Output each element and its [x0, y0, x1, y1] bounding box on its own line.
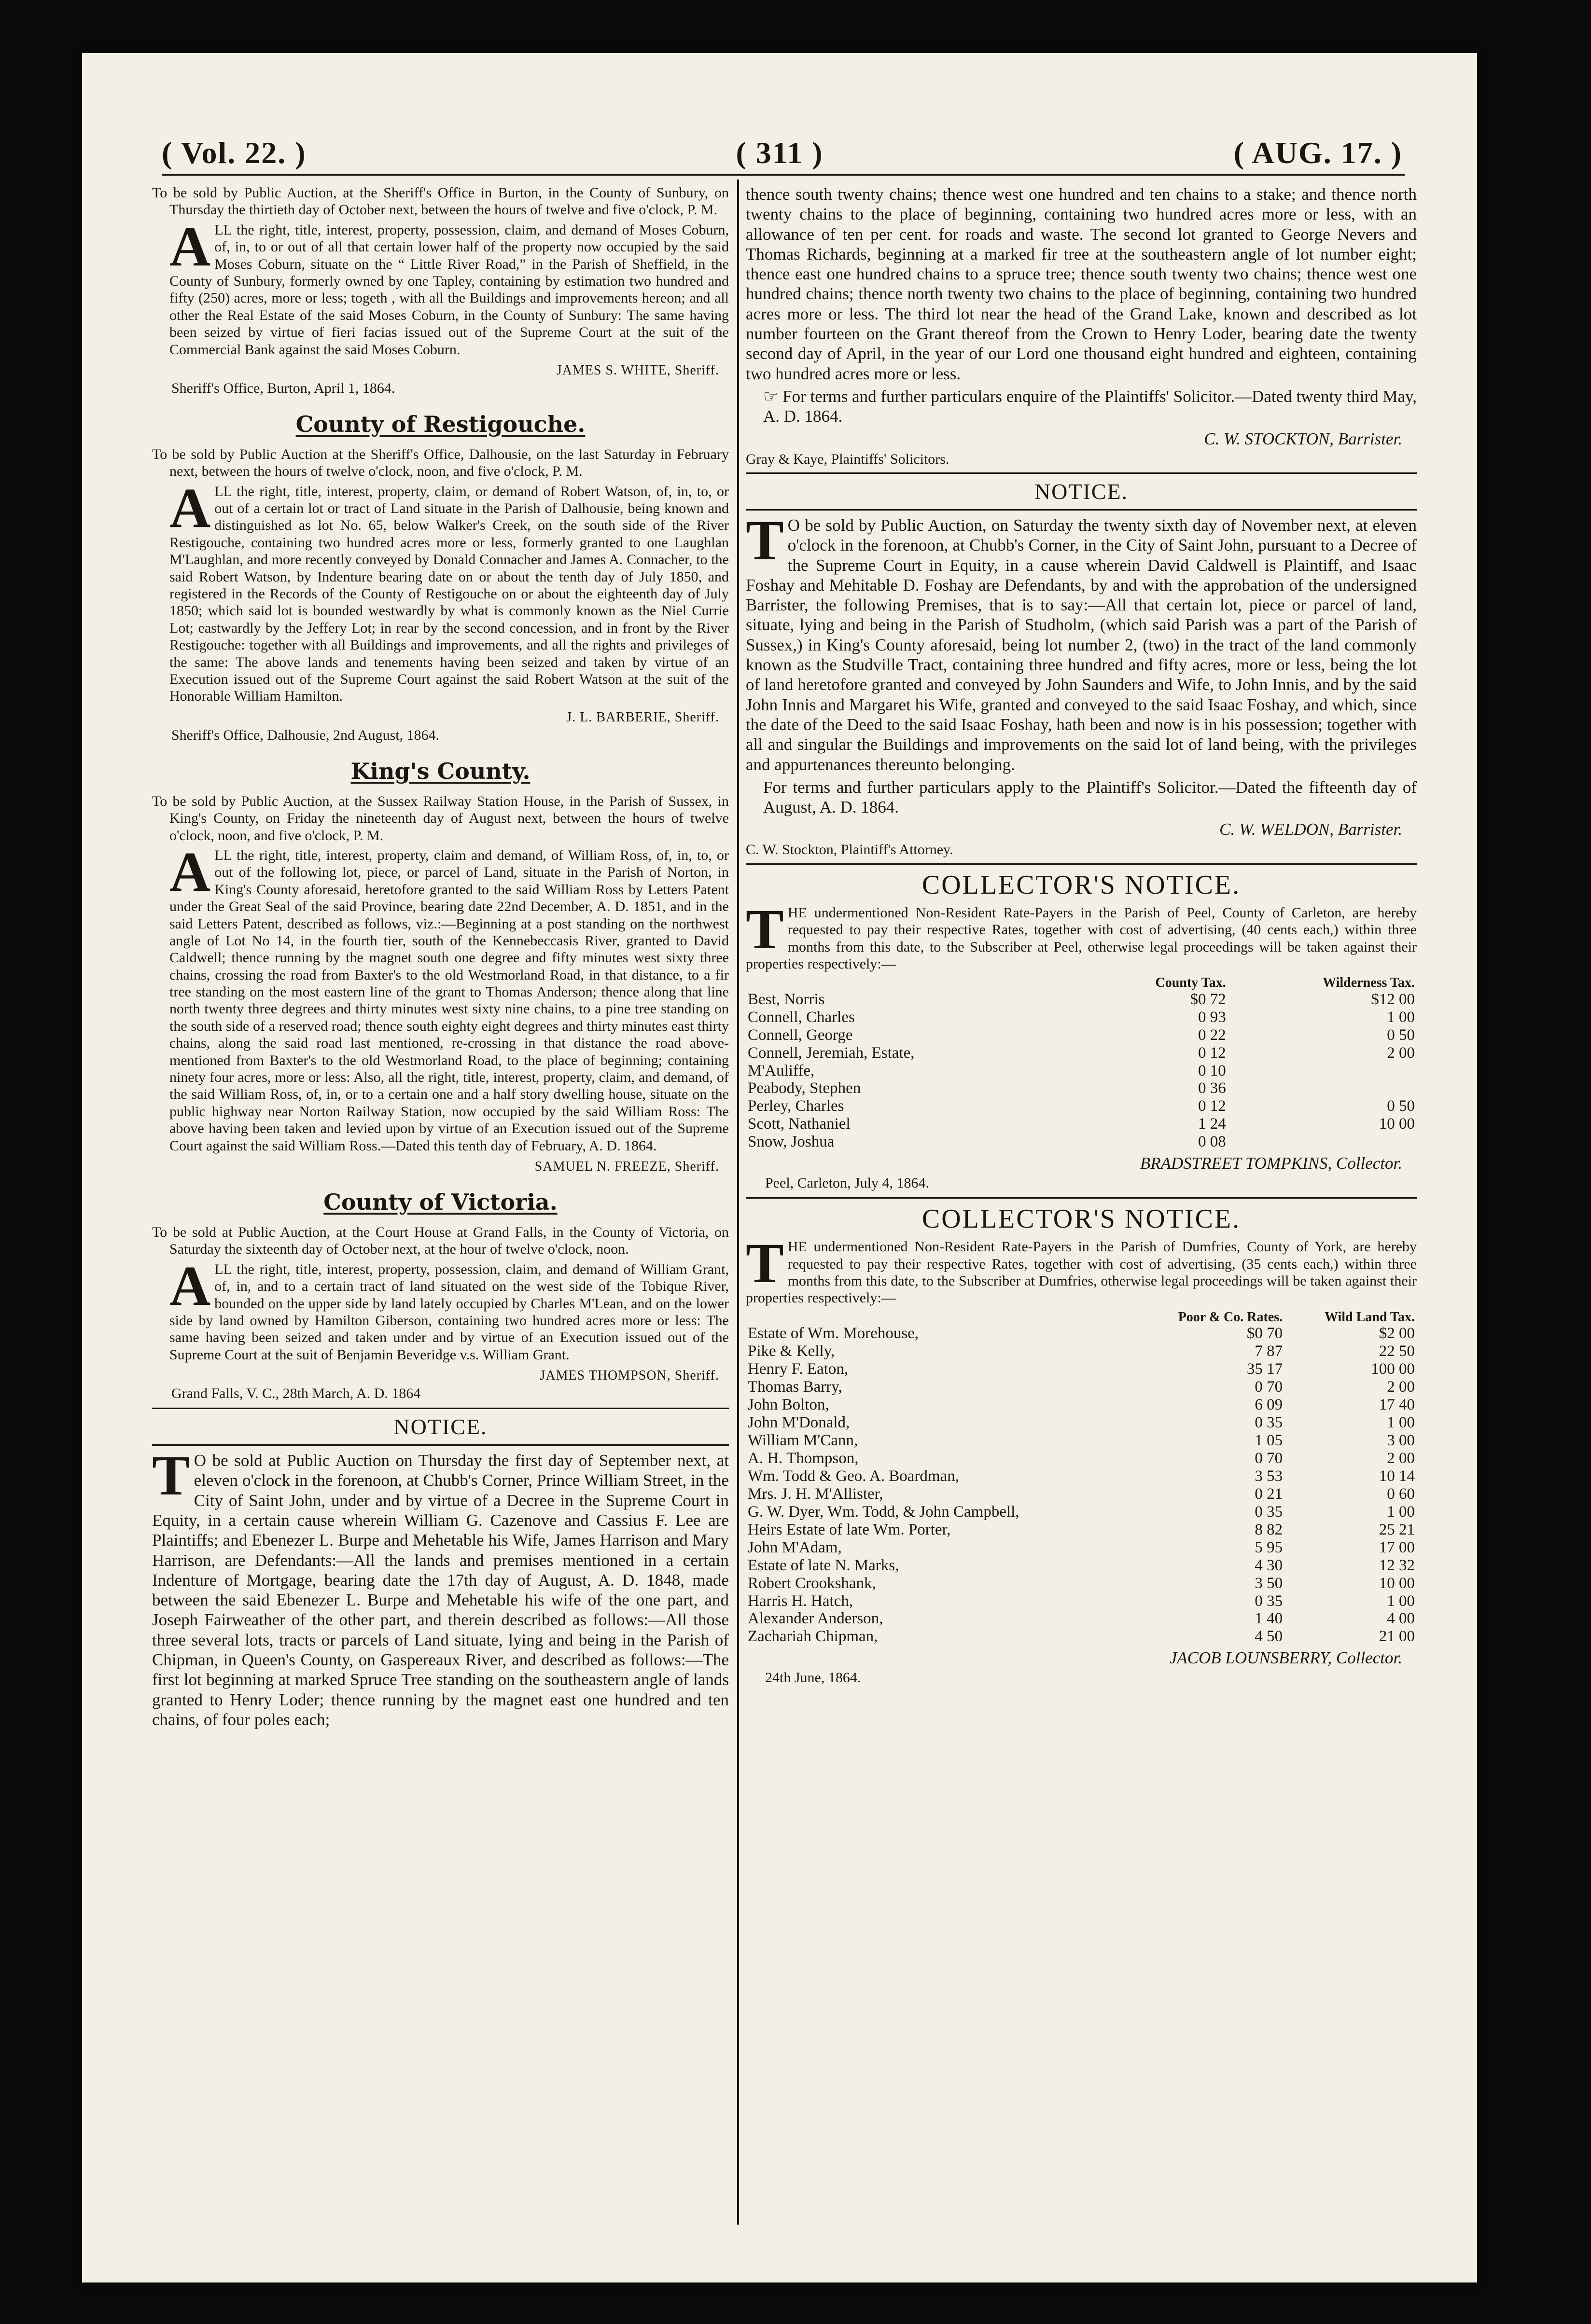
dateline: Sheriff's Office, Dalhousie, 2nd August, 1864. — [171, 727, 440, 743]
right-column — [746, 184, 1417, 1692]
table-row: A. H. Thompson, 0 70 2 00 — [748, 1449, 1415, 1467]
notice-body: ALL the right, title, interest, property, claim, or demand of Robert Watson, of, in, to, or out of a certain lot or tract of Land situate in the Parish of Dalhousie, being known and distinguished as lot No. 65, below Walker's Creek, on the south side of the River Restigouche, containing two hundred acres more or less, formerly granted to one Laughlan M'Laughlan, and more recently conveyed by Donald Connacher and James A. Connacher, to the said Robert Watson, by Indenture bearing date on or about the tenth day of July 1850, and registered in the Records of the County of Restigouche on or about the eighteenth day of July 1850; which said lot is bounded westwardly by what is commonly known as the Niel Currie Lot; eastwardly by the Jeffery Lot; in rear by the second concession, and in front by the River Restigouche: together with all Buildings and improvements, and all the rights and privileges of the same: The above lands and tenements having been seized and taken by virtue of an Execution issued out of the Supreme Court against the said Robert Watson at the suit of the Honorable William Hamilton. — [169, 476, 729, 705]
sheriff-signature: J. L. BARBERIE, Sheriff. — [566, 709, 719, 725]
table-row: Scott, Nathaniel 1 24 10 00 — [748, 1115, 1415, 1133]
dateline: Sheriff's Office, Burton, April 1, 1864. — [171, 380, 395, 396]
attorney-line: C. W. Stockton, Plaintiff's Attorney. — [746, 842, 953, 858]
dateline: Grand Falls, V. C., 28th March, A. D. 1864 — [171, 1385, 421, 1402]
table-row: Thomas Barry, 0 70 2 00 — [748, 1378, 1415, 1396]
notice-continuation — [746, 184, 1417, 468]
notice-body: ALL the right, title, interest, property, claim and demand, of William Ross, of, in, to, or out of the following lot, piece, or parcel of Land, situate in the Parish of Norton, in King's County aforesaid, heretofore granted to the said William Ross by Letters Patent under the Great Seal of the said Province, bearing date 22nd December, A. D. 1851, and in the said Letters Patent, described as follows, viz.:—Beginning at a post standing on the northwest angle of Lot No 14, in the fourth tier, south of the Kennebeccasis River, granted to David Caldwell; thence running by the magnet south one degree and fifty minutes west sixty three chains, crossing the road from Baxter's to the old Westmorland Road, in that distance, to a fir tree standing on the most eastern line of the grant to Thomas Anderson; thence along that line north twenty three degrees and thirty minutes west sixty nine chains, to a pine tree standing on the south side of a reserved road; thence south eighty eight degrees and thirty minutes east thirty chains, along the said road last mentioned, re-crossing in that distance the road above-mentioned from Baxter's to the old Westmorland Road, to the place of beginning; containing ninety four acres, more or less: Also, all the right, title, interest, property, claim, and demand, of the said William Ross, of, in, or to a certain one and a half story dwelling house, situate on the public highway near Norton Railway Station, now occupied by the said William Ross: The above having been taken and levied upon by virtue of an Execution issued out of the Supreme Court against the said William Ross.—Dated this tenth day of February, A. D. 1864. — [169, 840, 729, 1154]
section-rule — [746, 863, 1417, 865]
page-number: ( 311 ) — [736, 136, 823, 170]
table-row: Henry F. Eaton, 35 17 100 00 — [748, 1360, 1415, 1378]
notice-body: ALL the right, title, interest, property, possession, claim, and demand of William Grant, of, in, and to a certain tract of land situated on the west side of the Tobique River, bounded on the upper side by land lately occupied by Charles M'Lean, and on the lower side by land owned by Hamilton Giberson, containing two hundred acres more or less: The same having been seized and taken under and by virtue of an Execution issued out of the Supreme Court at the suit of Benjamin Beveridge v.s. William Grant. — [169, 1254, 729, 1363]
rates-table — [746, 1310, 1417, 1646]
table-row: Heirs Estate of late Wm. Porter, 8 82 25 21 — [748, 1521, 1415, 1538]
table-row: William M'Cann, 1 05 3 00 — [748, 1431, 1415, 1449]
notice-intro: To be sold at Public Auction, at the Court House at Grand Falls, in the County of Victoria, on Saturday the sixteenth day of October next, at the hour of twelve o'clock, noon. — [152, 1224, 729, 1258]
drop-cap: A — [169, 214, 211, 278]
notice-body: T O be sold by Public Auction, on Saturday the twenty sixth day of November next, at eleven o'clock in the forenoon, at Chubb's Corner, in the City of Saint John, pursuant to a Decree of the Supreme Court in Equity, in a cause wherein David Caldwell is Plaintiff, and Isaac Foshay and Mehitable D. Foshay are Defendants, by and with the approbation of the undersigned Barrister, the following Premises, that is to say:—All that certain lot, piece or parcel of land, situate, lying and being in the Parish of Studholm, (which said Parish was a part of the Parish of Sussex,) in King's County aforesaid, being lot number 2, (two) in the tract of the land commonly known as the Studville Tract, containing three hundred and fifty acres, more or less, being the lot of land heretofore granted and conveyed by John Saunders and Wife, to John Innis, and by the said John Innis and Margaret his Wife, granted and conveyed to the said Isaac Foshay, and which, since the date of the Deed to the said Isaac Foshay, hath been and now is in his possession; together with all and singular the Buildings and improvements on the said lot of land being, with the privileges and appurtenances thereunto belonging. — [746, 508, 1417, 774]
studholm-notice — [746, 479, 1417, 858]
table-row: Perley, Charles 0 12 0 50 — [748, 1097, 1415, 1115]
terms-line: ☞ For terms and further particulars enquire of the Plaintiffs' Solicitor.—Dated twenty third May, A. D. 1864. — [763, 387, 1417, 426]
notice-title: NOTICE. — [393, 1414, 488, 1439]
drop-cap: T — [746, 1231, 784, 1295]
terms-line: For terms and further particulars apply to the Plaintiff's Solicitor.—Dated the fifteenth day of August, A. D. 1864. — [763, 777, 1417, 817]
table-row: John Bolton, 6 09 17 40 — [748, 1396, 1415, 1414]
drop-cap: T — [746, 508, 784, 572]
table-row: John M'Donald, 0 35 1 00 — [748, 1413, 1415, 1431]
column-divider — [737, 180, 739, 2225]
table-row: Pike & Kelly, 7 87 22 50 — [748, 1342, 1415, 1360]
notice-body: THE undermentioned Non-Resident Rate-Payers in the Parish of Peel, County of Carleton, are hereby requested to pay their respective Rates, together with cost of advertising, (40 cents each,) within three months from this date, to the Subscriber at Peel, otherwise legal proceedings will be taken against their properties respectively:— — [746, 897, 1417, 972]
drop-cap: A — [169, 840, 211, 903]
collector-signature: JACOB LOUNSBERRY, Collector. — [1169, 1648, 1402, 1668]
left-column — [152, 184, 729, 1732]
notice-title: COLLECTOR'S NOTICE. — [921, 870, 1241, 900]
tax-table — [746, 975, 1417, 1151]
kings-county-notice — [152, 758, 729, 1175]
table-row: Zachariah Chipman, 4 50 21 00 — [748, 1628, 1415, 1646]
sunbury-notice — [152, 184, 729, 397]
table-row: Snow, Joshua 0 08 — [748, 1133, 1226, 1151]
sheriff-signature: JAMES S. WHITE, Sheriff. — [556, 362, 719, 378]
notice-title: NOTICE. — [1034, 479, 1129, 504]
drop-cap: T — [152, 1444, 190, 1508]
table-row: Wm. Todd & Geo. A. Boardman, 3 53 10 14 — [748, 1467, 1415, 1485]
section-rule — [746, 509, 1417, 511]
notice-intro: To be sold by Public Auction, at the Sheriff's Office in Burton, in the County of Sunbury, on Thursday the thirtieth day of October next, between the hours of twelve and five o'clock, P. M. — [152, 185, 729, 218]
table-row: Best, Norris $0 72 $12 00 — [748, 990, 1415, 1008]
column-header: Wilderness Tax. — [1323, 975, 1415, 991]
section-rule — [152, 1444, 729, 1446]
table-row: Mrs. J. H. M'Allister, 0 21 0 60 — [748, 1485, 1415, 1503]
column-header: Wild Land Tax. — [1324, 1309, 1415, 1325]
county-heading: County of Restigouche. — [295, 411, 586, 437]
chubbs-corner-notice — [152, 1414, 729, 1729]
page-header — [82, 135, 1477, 179]
table-row: Alexander Anderson, 1 40 4 00 — [748, 1610, 1415, 1628]
barrister-signature: C. W. WELDON, Barrister. — [1219, 820, 1402, 839]
table-row: Connell, Jeremiah, Estate, 0 12 2 00 — [748, 1044, 1415, 1062]
sheriff-signature: SAMUEL N. FREEZE, Sheriff. — [534, 1159, 719, 1174]
notice-body: ALL the right, title, interest, property, possession, claim, and demand of Moses Coburn, of, in, to or out of all that certain lower half of the property now occupied by the said Moses Coburn, situate on the “ Little River Road,” in the Parish of Sheffield, in the County of Sunbury, formerly owned by one Tapley, containing by estimation two hundred and fifty (250) acres, more or less; togeth , with all the Buildings and improvements hereon; and all other the Real Estate of the said Moses Coburn, in the County of Sunbury: The same having been seized by virtue of fieri facias issued out of the Supreme Court at the suit of the Commercial Bank against the said Moses Coburn. — [169, 214, 729, 358]
table-row: Robert Crookshank, 3 50 10 00 — [748, 1574, 1415, 1592]
drop-cap: T — [746, 897, 784, 961]
issue-date: ( AUG. 17. ) — [1233, 136, 1402, 170]
section-rule — [746, 472, 1417, 474]
drop-cap: A — [169, 1254, 211, 1317]
collector-signature: BRADSTREET TOMPKINS, Collector. — [1140, 1154, 1402, 1173]
section-rule — [746, 1197, 1417, 1199]
table-row: Estate of Wm. Morehouse, $0 70 $2 00 — [748, 1325, 1415, 1342]
section-rule — [152, 1408, 729, 1409]
notice-intro: To be sold by Public Auction, at the Sussex Railway Station House, in the Parish of Sussex, in King's County, on Friday the nineteenth day of August next, between the hours of twelve o'clock, noon, and five o'clock, P. M. — [152, 793, 729, 844]
column-header: Poor & Co. Rates. — [1178, 1309, 1283, 1325]
restigouche-notice — [152, 411, 729, 744]
table-row: Connell, George 0 22 0 50 — [748, 1026, 1415, 1044]
volume-label: ( Vol. 22. ) — [162, 136, 307, 170]
collector-notice-peel — [746, 870, 1417, 1192]
table-row: Estate of late N. Marks, 4 30 12 32 — [748, 1556, 1415, 1574]
table-header — [746, 1310, 1417, 1325]
dateline: 24th June, 1864. — [765, 1670, 861, 1686]
county-heading: County of Victoria. — [323, 1189, 558, 1215]
sheriff-signature: JAMES THOMPSON, Sheriff. — [540, 1368, 719, 1383]
notice-body: T O be sold at Public Auction on Thursday the first day of September next, at eleven o'clock in the forenoon, at Chubb's Corner, Prince William Street, in the City of Saint John, under and by virtue of a Decree in the Supreme Court in Equity, in a certain cause wherein William G. Cazenove and Cassius F. Lee are Plaintiffs; and Ebenezer L. Burpe and Mehetable his Wife, James Harrison and Mary Harrison, are Defendants:—All the lands and premises mentioned in a certain Indenture of Mortgage, bearing date the 17th day of August, A. D. 1848, made between the said Ebenezer L. Burpe and Mehetable his wife of the one part, and Joseph Fairweather of the other part, and therein described as follows:—All those three several lots, tracts or parcels of Land situate, lying and being in the Parish of Chipman, in Queen's County, on Gaspereaux River, and described as follows:—The first lot beginning at marked Spruce Tree standing on the southeastern angle of lands granted to Henry Loder; thence running by the magnet east one hundred and ten chains, of four poles each; — [152, 1444, 729, 1729]
solicitors-line: Gray & Kaye, Plaintiffs' Solicitors. — [746, 451, 949, 467]
victoria-notice — [152, 1189, 729, 1402]
dateline: Peel, Carleton, July 4, 1864. — [765, 1175, 929, 1191]
table-row: Connell, Charles 0 93 1 00 — [748, 1008, 1415, 1026]
notice-body: THE undermentioned Non-Resident Rate-Payers in the Parish of Dumfries, County of York, are hereby requested to pay their respective Rates, together with cost of advertising, (35 cents each,) within three months from this date, to the Subscriber at Dumfries, otherwise legal proceedings will be taken against their properties respectively:— — [746, 1231, 1417, 1306]
header-rule — [162, 174, 1405, 176]
table-row: John M'Adam, 5 95 17 00 — [748, 1538, 1415, 1556]
table-row: M'Auliffe, 0 10 — [748, 1062, 1226, 1079]
table-header — [746, 975, 1417, 990]
notice-body: thence south twenty chains; thence west one hundred and ten chains to a stake; and thence north twenty chains to the place of beginning, containing two hundred acres more or less, with an allowance of ten per cent. for roads and waste. The second lot granted to George Nevers and Thomas Richards, beginning at a marked fir tree at the southeastern angle of lot number eight; thence east one hundred chains to a spruce tree; thence south twenty two chains; thence west one hundred chains; thence north twenty two chains to the place of beginning, containing two hundred acres more or less. The third lot near the head of the Grand Lake, known and described as lot number fourteen on the Grant thereof from the Crown to Henry Loder, bearing date the twenty second day of April, in the year of our Lord one thousand eight hundred and eighteen, containing two hundred acres more or less. — [746, 185, 1417, 383]
notice-title: COLLECTOR'S NOTICE. — [921, 1204, 1241, 1234]
barrister-signature: C. W. STOCKTON, Barrister. — [1204, 429, 1402, 448]
collector-notice-dumfries — [746, 1204, 1417, 1686]
table-row: Peabody, Stephen 0 36 — [748, 1079, 1226, 1097]
county-heading: King's County. — [350, 758, 530, 784]
notice-intro: To be sold by Public Auction at the Sheriff's Office, Dalhousie, on the last Saturday in February next, between the hours of twelve o'clock, noon, and five o'clock, P. M. — [152, 446, 729, 480]
gazette-page — [82, 53, 1477, 2282]
drop-cap: A — [169, 476, 211, 540]
column-header: County Tax. — [1155, 975, 1226, 991]
table-row: Harris H. Hatch, 0 35 1 00 — [748, 1592, 1415, 1610]
table-row: G. W. Dyer, Wm. Todd, & John Campbell, 0 35 1 00 — [748, 1503, 1415, 1521]
